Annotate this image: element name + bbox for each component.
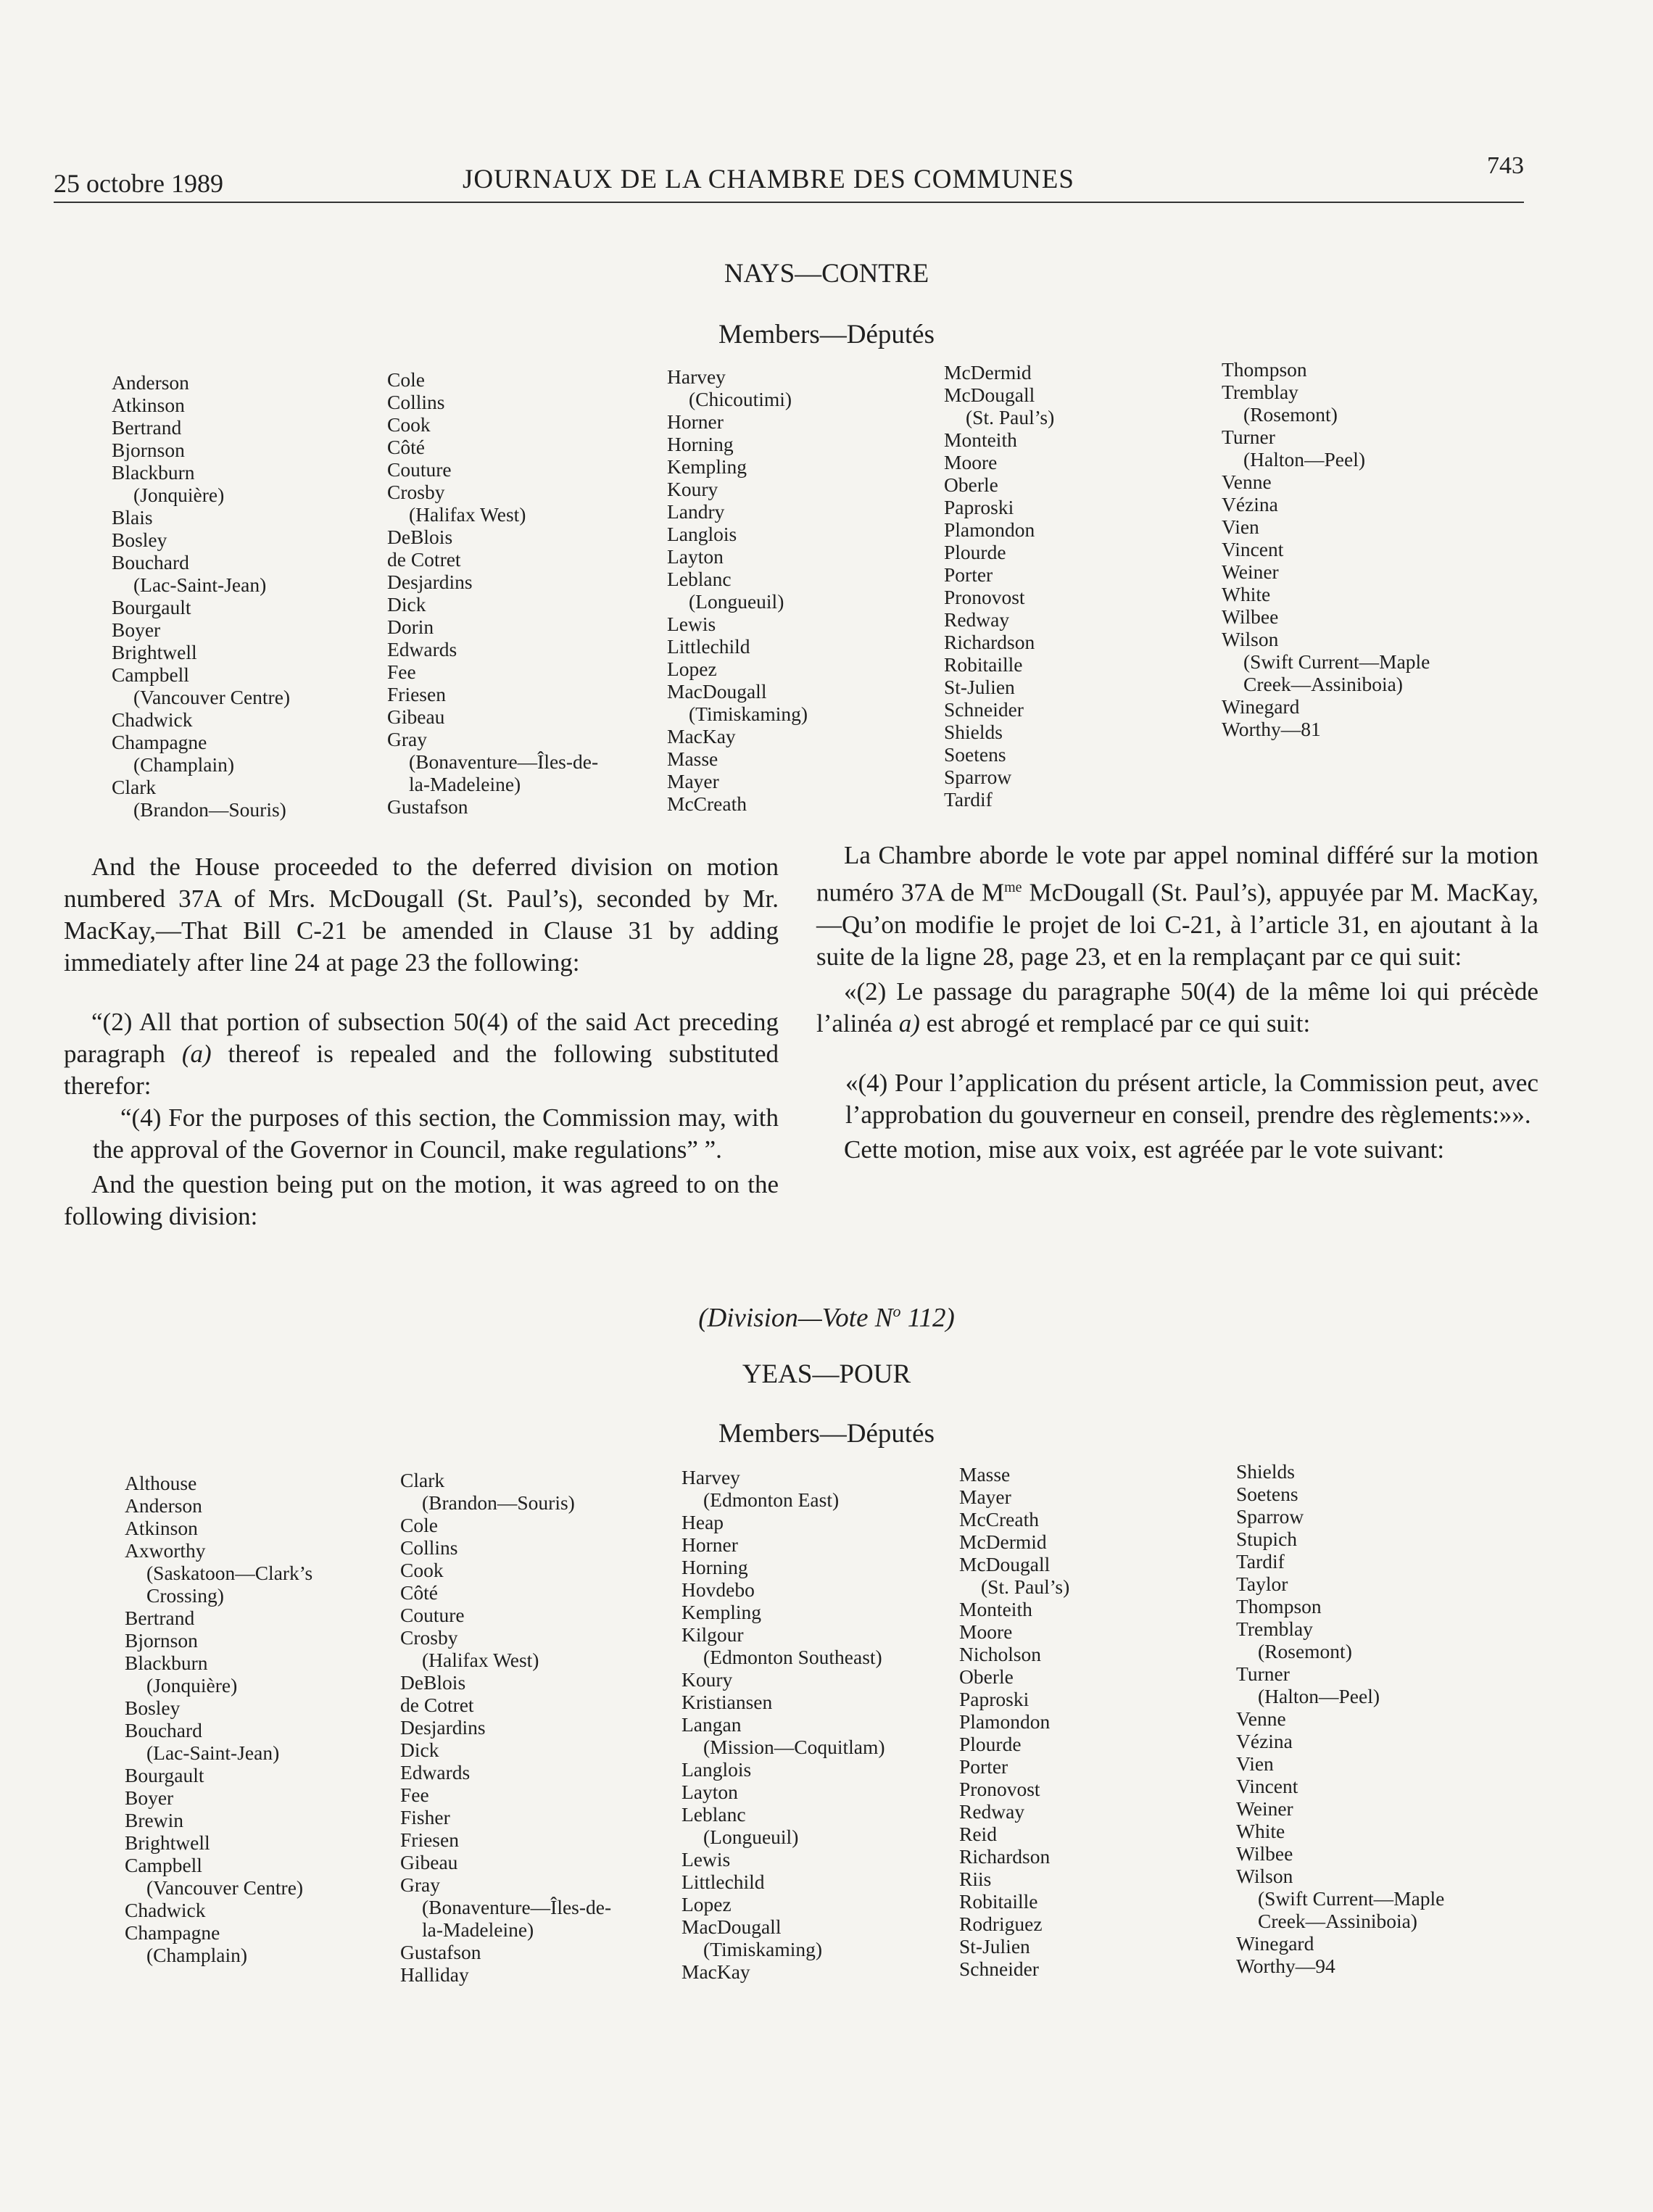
member-name: Friesen: [387, 683, 446, 705]
member-name: Brightwell: [125, 1831, 210, 1854]
member-name: Reid: [959, 1823, 997, 1845]
member-name: Vézina: [1222, 493, 1278, 515]
division-number-superscript: o: [892, 1302, 901, 1320]
member-name: Gray: [387, 728, 427, 750]
member-name: St-Julien: [959, 1935, 1030, 1958]
member-name: McDougall: [959, 1553, 1051, 1575]
member-name: Porter: [959, 1755, 1008, 1778]
member-name: Shields: [944, 721, 1003, 743]
member-name: Paproski: [959, 1688, 1030, 1710]
member-name: Cole: [400, 1514, 438, 1536]
member-riding: (Halton—Peel): [1258, 1685, 1380, 1707]
member-name: Campbell: [112, 663, 189, 686]
member-name: MacDougall: [667, 680, 767, 703]
member-name: Fisher: [400, 1806, 450, 1828]
member-riding: (Bonaventure—Îles-de-: [422, 1896, 612, 1918]
nays-heading: NAYS—CONTRE: [724, 259, 929, 289]
member-name: Koury: [682, 1668, 733, 1691]
french-p1-part-b: McDougall (St. Paul’s), appuyée par M. MacKay,—Qu’on modifie le projet de loi C-21, à l’article 31, en ajoutant à la suite de la ligne 28, page 23, et en la remplaçant par ce qui suit:: [816, 878, 1538, 971]
member-name: Cook: [400, 1559, 444, 1581]
member-name: Bosley: [112, 529, 167, 551]
member-name: Atkinson: [112, 394, 185, 416]
member-name: Nicholson: [959, 1643, 1042, 1665]
member-riding: Creek—Assiniboia): [1258, 1910, 1417, 1932]
member-name: Champagne: [125, 1921, 220, 1944]
member-name: Kempling: [682, 1601, 761, 1623]
member-name: Lewis: [667, 613, 716, 635]
yeas-column-5: [1236, 1460, 1444, 1977]
member-name: Wilbee: [1236, 1842, 1293, 1865]
member-name: Gustafson: [387, 795, 468, 818]
member-name: Stupich: [1236, 1528, 1298, 1550]
member-name: Lopez: [667, 658, 717, 680]
member-name: Richardson: [944, 631, 1035, 653]
member-name: Boyer: [112, 618, 161, 641]
member-name: Mayer: [959, 1486, 1011, 1508]
member-name: DeBlois: [400, 1671, 466, 1694]
member-riding: (Lac-Saint-Jean): [133, 573, 267, 596]
member-riding: (St. Paul’s): [966, 406, 1055, 428]
header-title: JOURNAUX DE LA CHAMBRE DES COMMUNES: [463, 165, 1074, 194]
member-riding: (Champlain): [133, 753, 234, 776]
member-riding: (Vancouver Centre): [133, 686, 291, 708]
member-name: Weiner: [1222, 560, 1279, 583]
member-name: MacDougall: [682, 1915, 782, 1938]
member-name: Turner: [1222, 426, 1275, 448]
member-name: Moore: [959, 1620, 1013, 1643]
member-name: Taylor: [1236, 1573, 1288, 1595]
member-name: Hovdebo: [682, 1578, 755, 1601]
english-sub2-part-a: “(2) All that portion of subsection 50(4) of the said Act preceding paragraph: [64, 1008, 779, 1068]
member-name: Pronovost: [944, 586, 1025, 608]
member-name: Cole: [387, 368, 425, 391]
member-name: Paproski: [944, 496, 1014, 518]
member-name: Dick: [400, 1739, 439, 1761]
member-name: Tardif: [944, 788, 993, 811]
member-name: White: [1236, 1820, 1285, 1842]
member-name: Plourde: [959, 1733, 1022, 1755]
member-name: Edwards: [400, 1761, 471, 1784]
french-motion-paragraph: [816, 840, 1538, 973]
member-name: Shields: [1236, 1460, 1295, 1483]
member-name: Soetens: [944, 743, 1006, 766]
member-name: Anderson: [125, 1494, 202, 1517]
member-name: Sparrow: [1236, 1505, 1304, 1528]
member-riding: (Lac-Saint-Jean): [146, 1741, 280, 1764]
member-name: Côté: [387, 436, 425, 458]
member-name: Clark: [400, 1469, 445, 1491]
member-name: Leblanc: [667, 568, 732, 590]
member-name: Dick: [387, 593, 426, 616]
english-text: [64, 851, 779, 1233]
french-subsection-4: «(4) Pour l’application du présent article, la Commission peut, avec l’approbation du gouverneur en conseil, prendre des règlements:»».: [845, 1068, 1538, 1129]
member-name: Langlois: [667, 523, 737, 545]
member-riding: (Chicoutimi): [689, 388, 792, 410]
english-motion-paragraph: And the House proceeded to the deferred division on motion numbered 37A of Mrs. McDougall (St. Paul’s), seconded by Mr. MacKay,—That Bill C-21 be amended in Clause 31 by adding immediately after line 24 at page 23 the following:: [64, 853, 779, 977]
member-riding: (Edmonton Southeast): [703, 1646, 882, 1668]
member-name: Mayer: [667, 770, 719, 792]
member-name: Pronovost: [959, 1778, 1040, 1800]
member-name: Layton: [682, 1781, 738, 1803]
member-name: McDermid: [944, 361, 1032, 384]
member-name: Winegard: [1222, 695, 1300, 718]
french-text: [816, 840, 1538, 1166]
member-name: Lewis: [682, 1848, 731, 1871]
division-close-paren: ): [945, 1303, 955, 1333]
member-riding: (Halifax West): [422, 1649, 539, 1671]
member-name: Desjardins: [387, 571, 473, 593]
member-name: Landry: [667, 500, 725, 523]
member-name: Gibeau: [400, 1851, 458, 1873]
member-name: Bourgault: [112, 596, 191, 618]
member-name: Schneider: [959, 1958, 1039, 1980]
french-p1-part-a: La Chambre aborde le vote par appel nominal différé sur la motion numéro 37A de M: [816, 841, 1538, 907]
member-name: St-Julien: [944, 676, 1015, 698]
nays-column-5: [1222, 358, 1430, 740]
member-name: Robitaille: [959, 1890, 1038, 1913]
member-name: Langan: [682, 1713, 742, 1736]
member-name: Porter: [944, 563, 993, 586]
member-riding: (Saskatoon—Clark’s: [146, 1562, 313, 1584]
member-riding: la-Madeleine): [422, 1918, 534, 1941]
member-riding: Creek—Assiniboia): [1243, 673, 1403, 695]
member-name: Anderson: [112, 371, 189, 394]
member-name: Dorin: [387, 616, 434, 638]
member-name: Horning: [682, 1556, 748, 1578]
member-riding: (Jonquière): [133, 484, 225, 506]
division-label-text: Division—Vote N: [707, 1303, 893, 1333]
member-name: Tremblay: [1222, 381, 1298, 403]
member-name: Littlechild: [667, 635, 750, 658]
member-name: Venne: [1236, 1707, 1286, 1730]
yeas-column-3: [682, 1466, 885, 1983]
division-vote-label: [0, 1302, 1653, 1333]
english-subsection-4: “(4) For the purposes of this section, the Commission may, with the approval of the Governor in Council, make regulations” ”.: [93, 1103, 779, 1164]
member-name: Halliday: [400, 1963, 469, 1986]
member-name: Wilson: [1222, 628, 1279, 650]
member-name: Plamondon: [959, 1710, 1051, 1733]
member-name: Bjornson: [112, 439, 185, 461]
member-name: Bouchard: [112, 551, 189, 573]
member-name: McDougall: [944, 384, 1035, 406]
member-name: Redway: [944, 608, 1010, 631]
member-name: Vincent: [1236, 1775, 1298, 1797]
member-name: Leblanc: [682, 1803, 746, 1826]
member-name: Desjardins: [400, 1716, 486, 1739]
member-name: Turner: [1236, 1662, 1290, 1685]
member-name: Bouchard: [125, 1719, 202, 1741]
member-name: Collins: [387, 391, 445, 413]
member-name: Weiner: [1236, 1797, 1293, 1820]
member-name: Althouse: [125, 1472, 197, 1494]
member-name: Blais: [112, 506, 153, 529]
member-riding: (Brandon—Souris): [133, 798, 286, 821]
member-name: Winegard: [1236, 1932, 1314, 1955]
member-name: Plourde: [944, 541, 1006, 563]
page-number: 743: [1487, 152, 1524, 179]
english-subsection-2: [64, 1006, 779, 1102]
member-riding: (Longueuil): [703, 1826, 799, 1848]
french-sub2-paragraph-ref: a): [898, 1008, 920, 1037]
member-name: de Cotret: [387, 548, 461, 571]
french-sub2-part-a: «(2) Le passage du paragraphe 50(4) de la même loi qui précède l’alinéa: [816, 977, 1538, 1037]
member-riding: (Halifax West): [409, 503, 526, 526]
member-name: Vien: [1236, 1752, 1274, 1775]
member-name: Boyer: [125, 1786, 174, 1809]
member-name: Gustafson: [400, 1941, 481, 1963]
member-name: Heap: [682, 1511, 724, 1533]
member-name: Côté: [400, 1581, 438, 1604]
member-name: Harvey: [682, 1466, 740, 1488]
member-riding: la-Madeleine): [409, 773, 521, 795]
member-name: Sparrow: [944, 766, 1012, 788]
member-name: Kristiansen: [682, 1691, 773, 1713]
member-riding: (Mission—Coquitlam): [703, 1736, 885, 1758]
member-name: Crosby: [387, 481, 445, 503]
member-riding: Crossing): [146, 1584, 224, 1607]
member-riding: (Rosemont): [1243, 403, 1338, 426]
member-name: Campbell: [125, 1854, 202, 1876]
member-name: Vézina: [1236, 1730, 1293, 1752]
member-name: Thompson: [1222, 358, 1307, 381]
member-name: Chadwick: [112, 708, 193, 731]
member-riding: (Rosemont): [1258, 1640, 1352, 1662]
member-name: Blackburn: [112, 461, 195, 484]
member-name: Worthy—81: [1222, 718, 1321, 740]
english-question-paragraph: And the question being put on the motion, it was agreed to on the following division:: [64, 1170, 779, 1230]
member-name: Plamondon: [944, 518, 1035, 541]
member-name: Masse: [667, 747, 718, 770]
member-name: Oberle: [959, 1665, 1014, 1688]
member-name: Richardson: [959, 1845, 1051, 1868]
member-name: Soetens: [1236, 1483, 1298, 1505]
nays-column-3: [667, 365, 808, 815]
member-riding: (Champlain): [146, 1944, 247, 1966]
english-sub2-paragraph-ref: (a): [181, 1040, 212, 1068]
member-name: Riis: [959, 1868, 992, 1890]
yeas-column-4: [959, 1463, 1069, 1980]
french-sub2-part-b: est abrogé et remplacé par ce qui suit:: [919, 1008, 1311, 1037]
member-riding: (St. Paul’s): [981, 1575, 1070, 1598]
member-name: Axworthy: [125, 1539, 206, 1562]
yeas-column-1: [125, 1472, 312, 1966]
member-riding: (Brandon—Souris): [422, 1491, 575, 1514]
member-name: Masse: [959, 1463, 1011, 1486]
member-name: Bourgault: [125, 1764, 204, 1786]
member-name: Worthy—94: [1236, 1955, 1335, 1977]
member-name: Vien: [1222, 515, 1259, 538]
member-name: Oberle: [944, 473, 998, 496]
member-name: White: [1222, 583, 1271, 605]
member-name: McCreath: [667, 792, 747, 815]
member-name: Langlois: [682, 1758, 752, 1781]
nays-column-4: [944, 361, 1054, 811]
member-name: Robitaille: [944, 653, 1023, 676]
french-subsection-2: [816, 976, 1538, 1040]
member-name: Schneider: [944, 698, 1024, 721]
member-name: Littlechild: [682, 1871, 765, 1893]
member-name: Horning: [667, 433, 734, 455]
member-name: Redway: [959, 1800, 1025, 1823]
member-name: Lopez: [682, 1893, 732, 1915]
member-name: Brewin: [125, 1809, 183, 1831]
french-question-paragraph: Cette motion, mise aux voix, est agréée par le vote suivant:: [844, 1135, 1445, 1164]
member-name: Fee: [400, 1784, 429, 1806]
member-name: MacKay: [682, 1960, 750, 1983]
member-name: Gray: [400, 1873, 440, 1896]
member-name: Harvey: [667, 365, 726, 388]
member-name: Tardif: [1236, 1550, 1285, 1573]
member-name: Clark: [112, 776, 157, 798]
member-name: Edwards: [387, 638, 457, 660]
nays-column-1: [112, 371, 290, 821]
member-name: Couture: [400, 1604, 465, 1626]
nays-column-2: [387, 368, 598, 818]
member-name: Bertrand: [125, 1607, 195, 1629]
member-name: McDermid: [959, 1530, 1047, 1553]
member-riding: (Halton—Peel): [1243, 448, 1366, 471]
header-rule: [54, 202, 1524, 203]
member-name: DeBlois: [387, 526, 453, 548]
division-number: 112: [900, 1303, 946, 1333]
member-name: Venne: [1222, 471, 1272, 493]
member-riding: (Swift Current—Maple: [1243, 650, 1430, 673]
member-name: Cook: [387, 413, 431, 436]
member-riding: (Jonquière): [146, 1674, 238, 1697]
member-name: Collins: [400, 1536, 458, 1559]
yeas-column-2: [400, 1469, 611, 1986]
member-name: Brightwell: [112, 641, 197, 663]
yeas-subheading: Members—Députés: [718, 1419, 935, 1449]
member-name: Layton: [667, 545, 724, 568]
member-name: Bjornson: [125, 1629, 198, 1652]
member-name: Tremblay: [1236, 1617, 1313, 1640]
member-name: Chadwick: [125, 1899, 206, 1921]
member-name: Rodriguez: [959, 1913, 1043, 1935]
member-riding: (Longueuil): [689, 590, 784, 613]
member-name: Bosley: [125, 1697, 181, 1719]
french-p1-superscript: me: [1004, 879, 1022, 895]
member-name: Champagne: [112, 731, 207, 753]
division-open-paren: (: [698, 1303, 708, 1333]
member-name: Monteith: [944, 428, 1017, 451]
english-sub2-part-b: thereof is repealed and the following substituted therefor:: [64, 1040, 779, 1100]
member-name: Moore: [944, 451, 998, 473]
member-name: Koury: [667, 478, 718, 500]
member-riding: (Bonaventure—Îles-de-: [409, 750, 599, 773]
nays-subheading: Members—Députés: [718, 320, 935, 349]
member-name: Fee: [387, 660, 416, 683]
member-name: Horner: [667, 410, 724, 433]
member-name: Atkinson: [125, 1517, 198, 1539]
member-riding: (Vancouver Centre): [146, 1876, 304, 1899]
member-riding: (Edmonton East): [703, 1488, 840, 1511]
member-name: Vincent: [1222, 538, 1284, 560]
member-name: MacKay: [667, 725, 736, 747]
member-name: Bertrand: [112, 416, 182, 439]
member-riding: (Swift Current—Maple: [1258, 1887, 1445, 1910]
member-name: McCreath: [959, 1508, 1039, 1530]
header-date: 25 octobre 1989: [54, 169, 223, 198]
member-name: Couture: [387, 458, 452, 481]
member-name: Gibeau: [387, 705, 445, 728]
yeas-heading: YEAS—POUR: [742, 1359, 911, 1389]
member-name: de Cotret: [400, 1694, 474, 1716]
member-riding: (Timiskaming): [703, 1938, 823, 1960]
member-name: Thompson: [1236, 1595, 1322, 1617]
member-name: Blackburn: [125, 1652, 208, 1674]
member-name: Monteith: [959, 1598, 1032, 1620]
member-name: Kempling: [667, 455, 747, 478]
page-header: [54, 152, 1524, 207]
member-name: Wilbee: [1222, 605, 1279, 628]
member-name: Wilson: [1236, 1865, 1293, 1887]
member-name: Horner: [682, 1533, 738, 1556]
member-riding: (Timiskaming): [689, 703, 808, 725]
member-name: Crosby: [400, 1626, 458, 1649]
member-name: Friesen: [400, 1828, 459, 1851]
member-name: Kilgour: [682, 1623, 744, 1646]
